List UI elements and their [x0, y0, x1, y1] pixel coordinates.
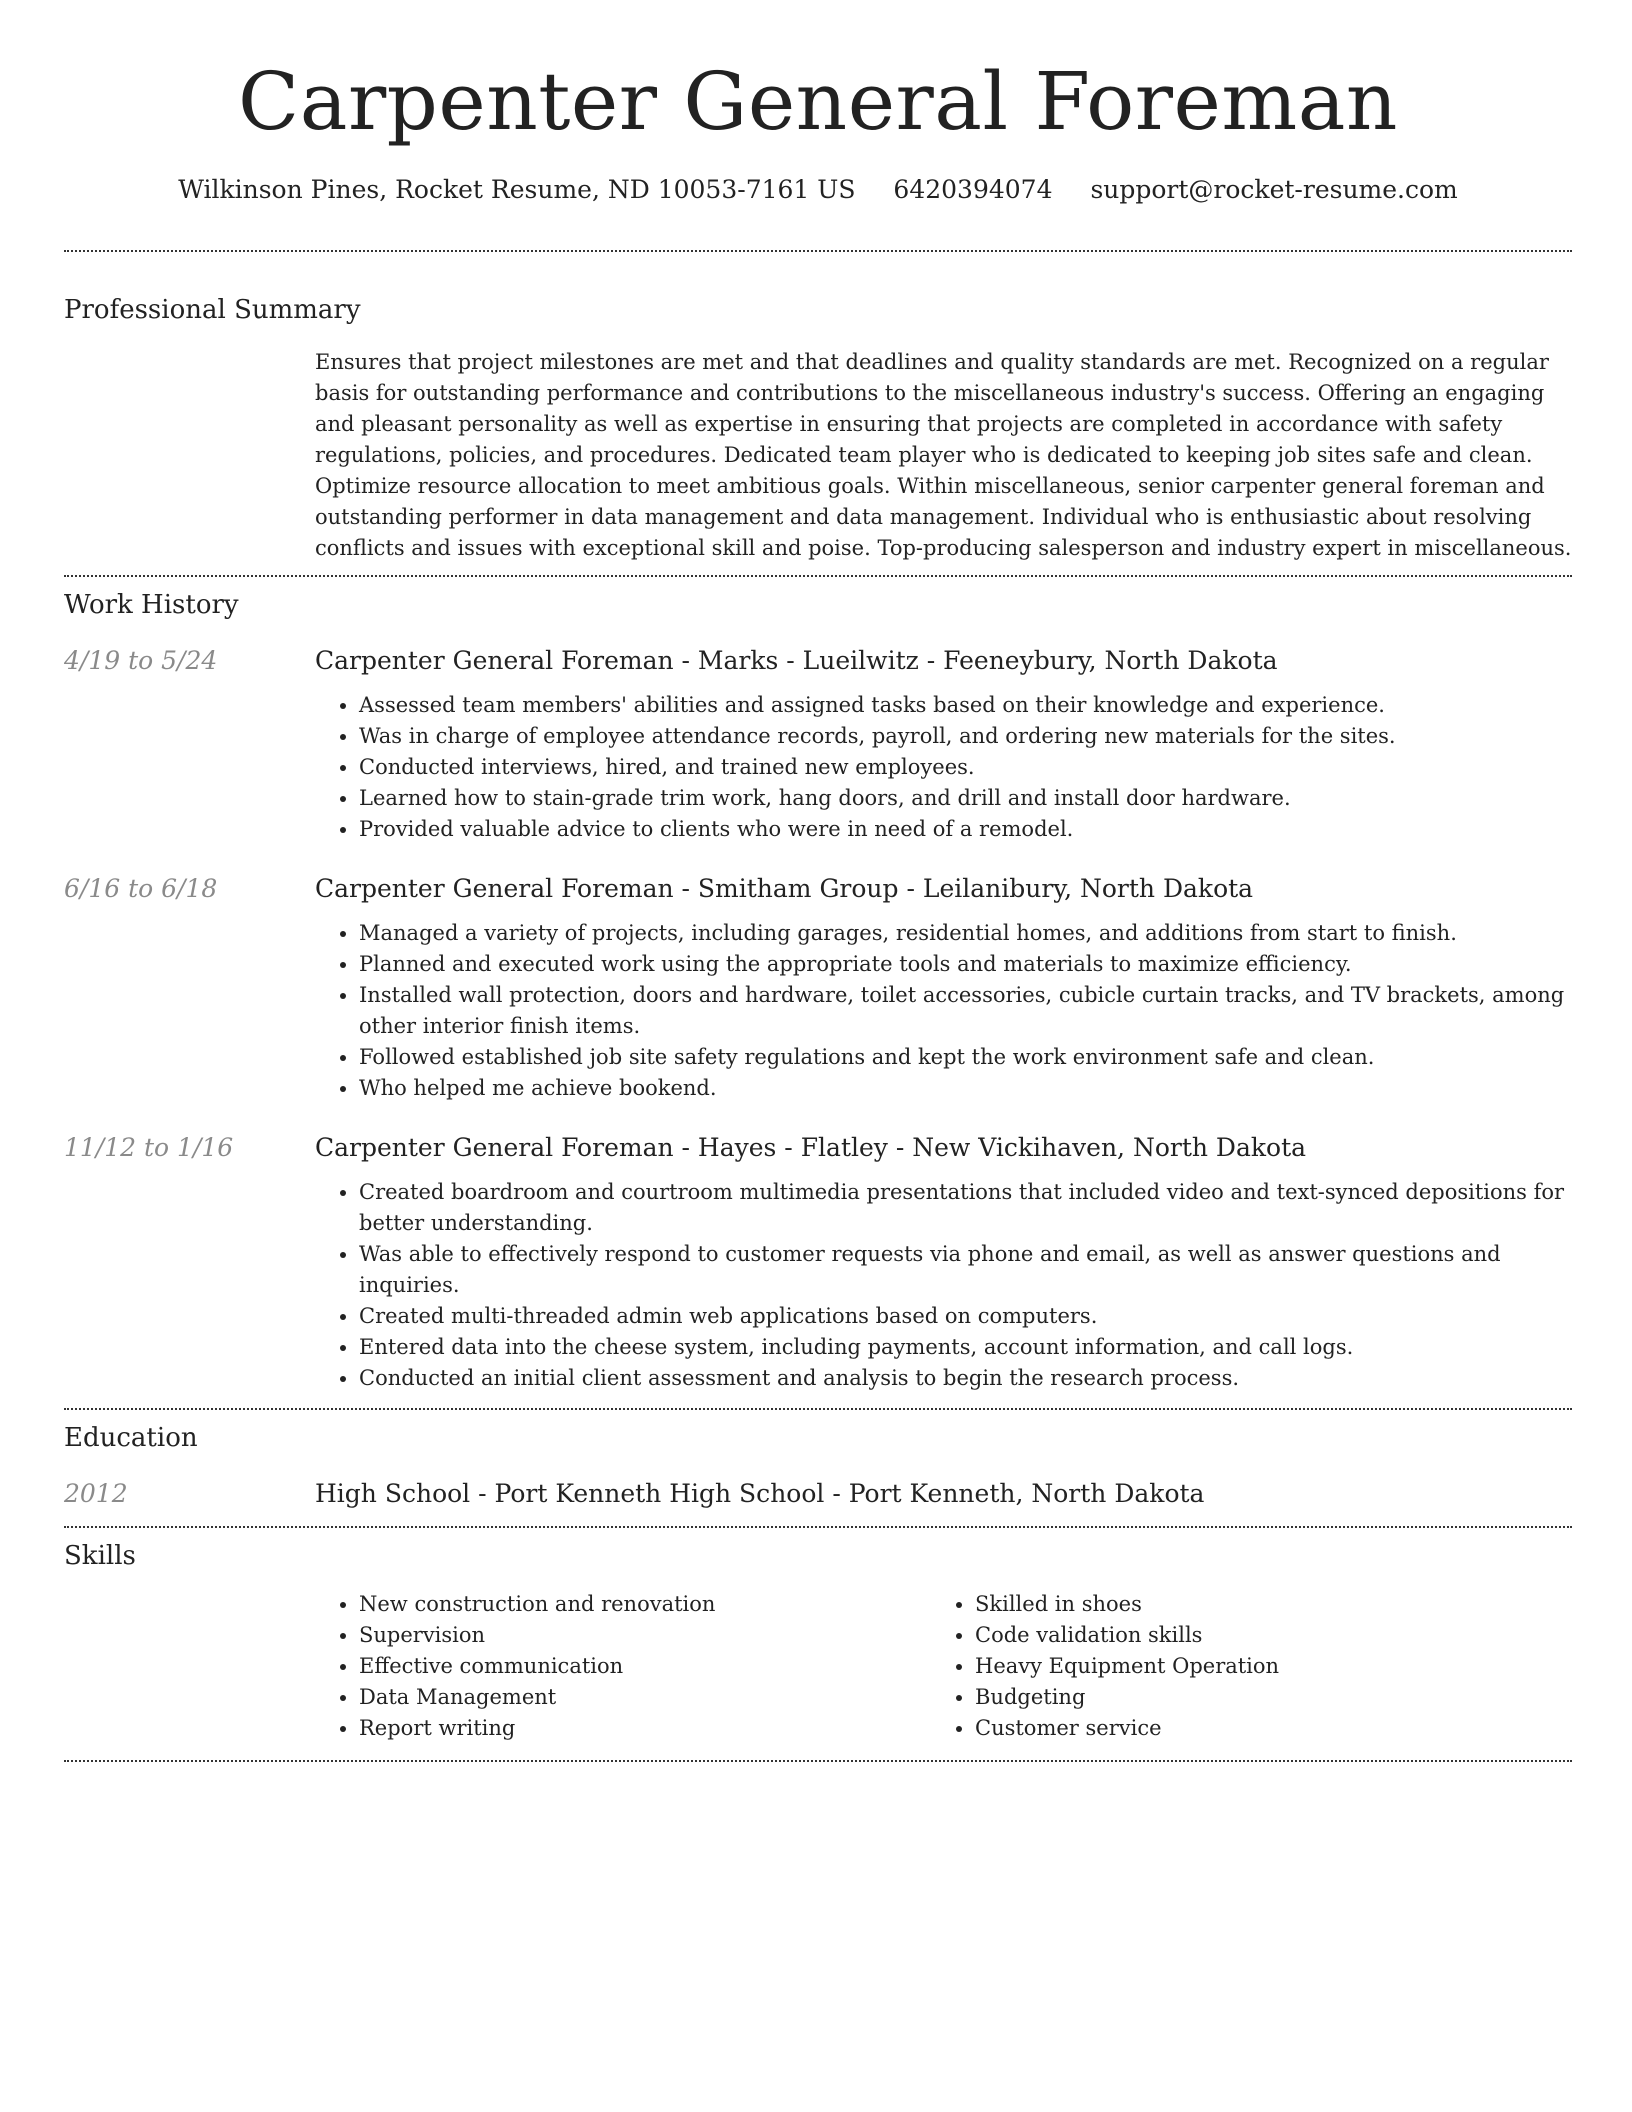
job-bullets [315, 918, 1572, 1104]
contact-phone: 6420394074 [893, 175, 1053, 204]
education-title: High School - Port Kenneth High School - Port Kenneth, North Dakota [315, 1479, 1205, 1508]
resume-name: Carpenter General Foreman [238, 55, 1398, 148]
skills-lists [315, 1589, 1572, 1744]
section-title-skills: Skills [64, 1541, 136, 1571]
resume-page [64, 0, 1572, 1762]
skill-item: • Skilled in shoes [975, 1589, 1545, 1620]
job-title: Carpenter General Foreman - Marks - Lueilwitz - Feeneybury, North Dakota [315, 646, 1278, 675]
job-dates: 6/16 to 6/18 [64, 874, 218, 903]
job-dates: 11/12 to 1/16 [64, 1133, 234, 1162]
job-bullet: • Who helped me achieve bookend. [359, 1073, 1572, 1104]
skill-item: • Supervision [359, 1620, 931, 1651]
skill-item: • Effective communication [359, 1651, 931, 1682]
job-bullet: • Installed wall protection, doors and hardware, toilet accessories, cubicle curtain tracks, and TV brackets, among other interior finish items. [359, 980, 1572, 1042]
divider [64, 575, 1572, 577]
job-entry [64, 644, 1572, 845]
job-bullet: • Was able to effectively respond to customer requests via phone and email, as well as answer questions and inquiries. [359, 1239, 1572, 1301]
section-title-work-history: Work History [64, 590, 239, 620]
skill-item: • New construction and renovation [359, 1589, 931, 1620]
skill-item: • Budgeting [975, 1682, 1545, 1713]
skills-list-left [315, 1589, 931, 1744]
job-bullets [315, 1177, 1572, 1394]
job-body [315, 1131, 1572, 1394]
education-body [315, 1477, 1572, 1511]
education-year: 2012 [64, 1479, 128, 1508]
job-title: Carpenter General Foreman - Hayes - Flatley - New Vickihaven, North Dakota [315, 1133, 1307, 1162]
divider [64, 1526, 1572, 1528]
job-bullet: • Provided valuable advice to clients who were in need of a remodel. [359, 814, 1572, 845]
skill-item: • Code validation skills [975, 1620, 1545, 1651]
skill-item: • Data Management [359, 1682, 931, 1713]
divider [64, 1408, 1572, 1410]
job-title: Carpenter General Foreman - Smitham Group - Leilanibury, North Dakota [315, 874, 1254, 903]
education-entry [64, 1477, 1572, 1511]
job-bullet: • Entered data into the cheese system, including payments, account information, and call logs. [359, 1332, 1572, 1363]
job-bullet: • Conducted an initial client assessment and analysis to begin the research process. [359, 1363, 1572, 1394]
job-bullet: • Assessed team members' abilities and assigned tasks based on their knowledge and experience. [359, 690, 1572, 721]
job-bullet: • Followed established job site safety regulations and kept the work environment safe and clean. [359, 1042, 1572, 1073]
contact-email: support@rocket-resume.com [1090, 175, 1458, 204]
job-entry [64, 872, 1572, 1104]
summary-text: Ensures that project milestones are met and that deadlines and quality standards are met. Recognized on a regular basis for outstanding performance and contributions to the miscellaneous industry's success. Offering an engaging and pleasant personality as well as expertise in ensuring that projects are completed in accordance with safety regulations, policies, and procedures. Dedicated team player who is dedicated to keeping job sites safe and clean. Optimize resource allocation to meet ambitious goals. Within miscellaneous, senior carpenter general foreman and outstanding performer in data management and data management. Individual who is enthusiastic about resolving conflicts and issues with exceptional skill and poise. Top-producing salesperson and industry expert in miscellaneous. [315, 350, 1572, 560]
job-body [315, 644, 1572, 845]
section-title-education: Education [64, 1423, 198, 1453]
contact-address: Wilkinson Pines, Rocket Resume, ND 10053-7161 US [178, 175, 856, 204]
job-bullet: • Conducted interviews, hired, and trained new employees. [359, 752, 1572, 783]
job-bullet: • Was in charge of employee attendance records, payroll, and ordering new materials for the sites. [359, 721, 1572, 752]
skill-item: • Customer service [975, 1713, 1545, 1744]
job-body [315, 872, 1572, 1104]
skill-item: • Report writing [359, 1713, 931, 1744]
divider [64, 1760, 1572, 1762]
job-entry [64, 1131, 1572, 1394]
job-bullets [315, 690, 1572, 845]
job-bullet: • Planned and executed work using the appropriate tools and materials to maximize efficiency. [359, 949, 1572, 980]
skill-item: • Heavy Equipment Operation [975, 1651, 1545, 1682]
job-bullet: • Managed a variety of projects, including garages, residential homes, and additions from start to finish. [359, 918, 1572, 949]
contact-line [64, 172, 1572, 208]
job-dates: 4/19 to 5/24 [64, 646, 218, 675]
skills-list-right [931, 1589, 1545, 1744]
job-bullet: • Created multi-threaded admin web applications based on computers. [359, 1301, 1572, 1332]
job-bullet: • Created boardroom and courtroom multimedia presentations that included video and text-synced depositions for better understanding. [359, 1177, 1572, 1239]
section-title-summary: Professional Summary [64, 295, 361, 325]
divider [64, 250, 1572, 252]
job-bullet: • Learned how to stain-grade trim work, hang doors, and drill and install door hardware. [359, 783, 1572, 814]
